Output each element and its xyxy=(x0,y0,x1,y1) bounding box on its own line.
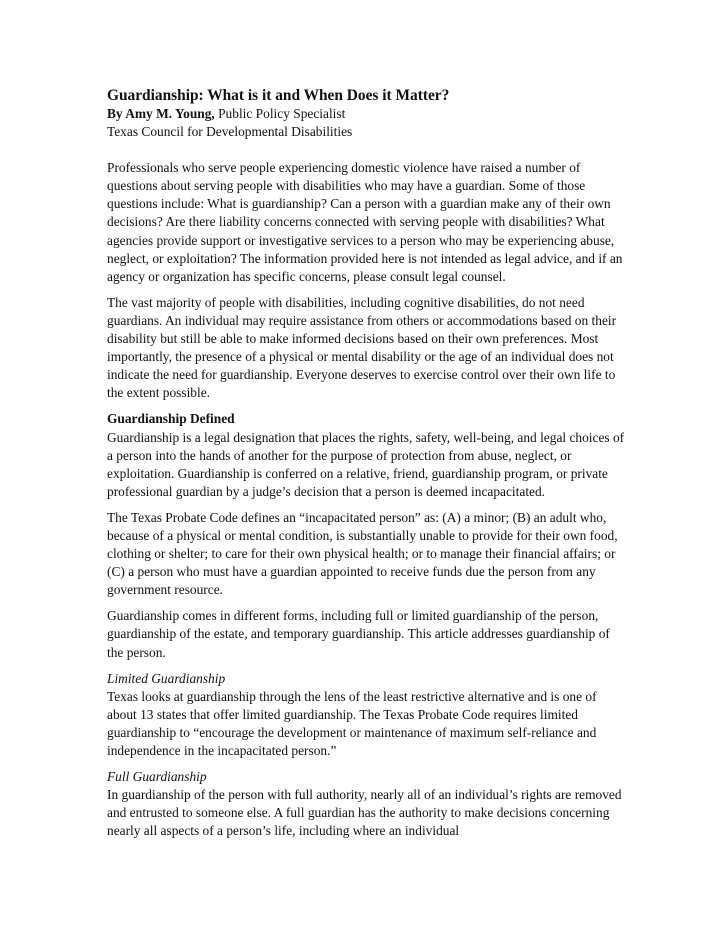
section-heading-defined: Guardianship Defined xyxy=(107,411,235,427)
full-paragraph-1: In guardianship of the person with full authority, nearly all of an individual’s rights are removed and entrusted to someone else. A full guardian has the authority to make decisions concerning nearly all aspects of a person’s life, including where an individual xyxy=(107,787,622,839)
author-name: By Amy M. Young, xyxy=(107,106,215,121)
document-title: Guardianship: What is it and When Does it Matter? xyxy=(107,87,450,104)
byline xyxy=(107,105,627,123)
section-heading-limited: Limited Guardianship xyxy=(107,670,226,686)
limited-paragraph-1: Texas looks at guardianship through the lens of the least restrictive alternative and is one of about 13 states that offer limited guardianship. The Texas Probate Code requires limited guardianship to “encourage the development or maintenance of maximum self-reliance and independence in the incapacitated person.” xyxy=(107,688,597,758)
section-full-guardianship xyxy=(107,768,627,840)
intro-paragraph-1: Professionals who serve people experiencing domestic violence have raised a number of questions about serving people with disabilities who may have a guardian. Some of those questions include: What is guardianship? Can a person with a guardian make any of their own decisions? Are there liability concerns connected with serving people with disabilities? What agencies provide support or investigative services to a person who may be experiencing abuse, neglect, or exploitation? The information provided here is not intended as legal advice, and if an agency or organization has specific concerns, please consult legal counsel. xyxy=(107,160,623,284)
document-page xyxy=(107,86,627,848)
intro-paragraph-2: The vast majority of people with disabilities, including cognitive disabilities, do not need guardians. An individual may require assistance from others or accommodations based on their disability but still be able to make informed decisions based on their own preferences. Most importantly, the presence of a physical or mental disability or the age of an individual does not indicate the need for guardianship. Everyone deserves to exercise control over their own life to the extent possible. xyxy=(107,294,617,401)
author-role: Public Policy Specialist xyxy=(214,106,346,121)
defined-paragraph-3: Guardianship comes in different forms, including full or limited guardianship of the person, guardianship of the estate, and temporary guardianship. This article addresses guardianship of the person. xyxy=(107,608,610,660)
organization-name: Texas Council for Developmental Disabilities xyxy=(107,124,353,140)
section-limited-guardianship xyxy=(107,670,627,760)
defined-paragraph-2: The Texas Probate Code defines an “incapacitated person” as: (A) a minor; (B) an adult who, because of a physical or mental condition, is substantially unable to provide for their own food, clothing or shelter; to care for their own physical health; or to manage their financial affairs; or (C) a person who must have a guardian appointed to receive funds due the person from any government resource. xyxy=(107,509,618,598)
section-guardianship-defined xyxy=(107,410,627,661)
section-heading-full: Full Guardianship xyxy=(107,769,207,785)
defined-paragraph-1: Guardianship is a legal designation that places the rights, safety, well-being, and legal choices of a person into the hands of another for the purpose of protection from abuse, neglect, or exploitation. Guardianship is conferred on a relative, friend, guardianship program, or private professional guardian by a judge’s decision that a person is deemed incapacitated. xyxy=(107,429,625,499)
